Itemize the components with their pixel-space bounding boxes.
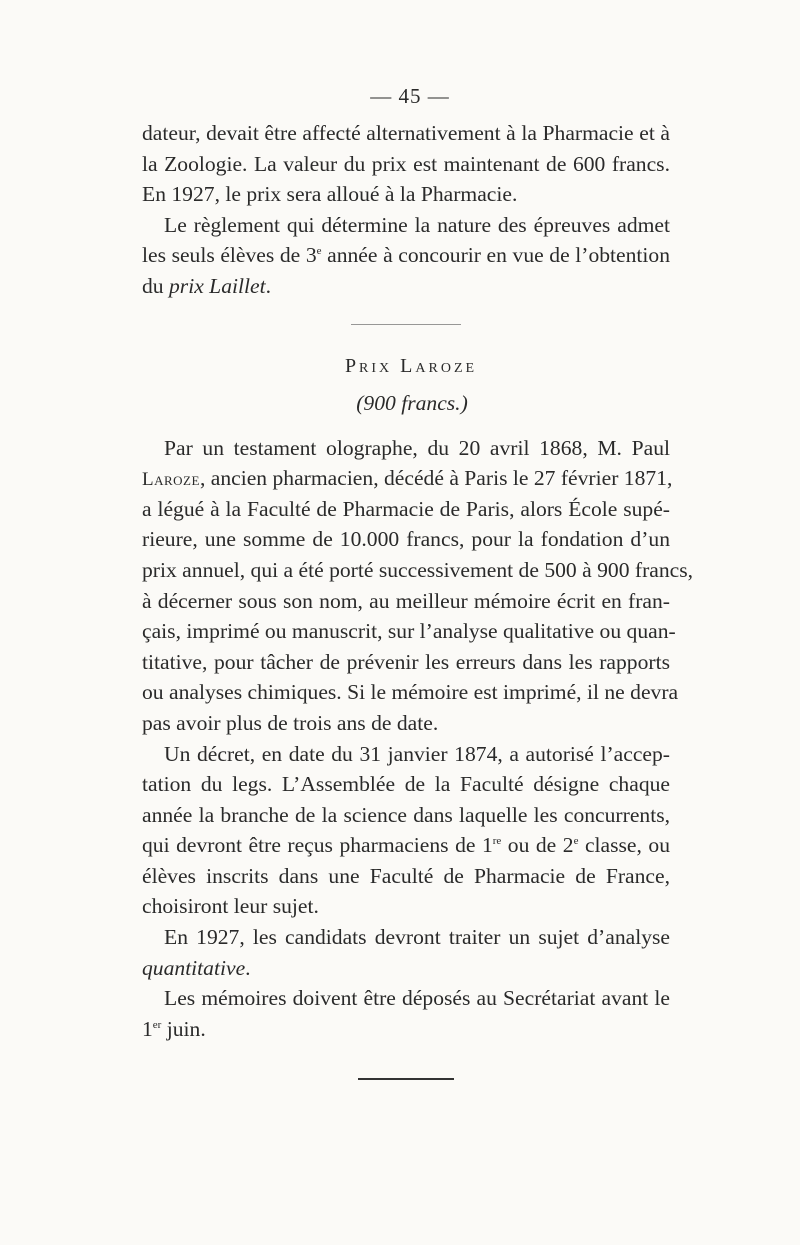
rules-paragraph xyxy=(142,210,670,302)
paragraph xyxy=(142,922,670,983)
text-line: 1er juin. xyxy=(142,1016,206,1041)
text-line: En 1927, le prix sera alloué à la Pharmacie. xyxy=(142,182,518,207)
section-body xyxy=(142,433,694,1045)
text-line: du prix Laillet. xyxy=(142,273,271,298)
end-divider xyxy=(358,1078,454,1080)
section-title: Prix Laroze xyxy=(344,354,478,377)
text-line: rieure, une somme de 10.000 francs, pour la fondation d’un xyxy=(142,527,670,552)
text-line: tation du legs. L’Assemblée de la Faculté désigne chaque xyxy=(142,772,670,797)
text-line: à décerner sous son nom, au meilleur mémoire écrit en fran- xyxy=(142,588,670,613)
text-line: choisiront leur sujet. xyxy=(142,894,319,919)
text-line: année la branche de la science dans laquelle les concurrents, xyxy=(142,802,670,827)
text-line: les seuls élèves de 3e année à concourir en vue de l’obtention xyxy=(142,243,671,268)
text-line: a légué à la Faculté de Pharmacie de Paris, alors École supé- xyxy=(142,496,670,521)
page-number: — 45 — xyxy=(370,84,450,108)
paragraph xyxy=(142,739,670,923)
section-divider xyxy=(351,324,461,325)
paragraph xyxy=(142,983,670,1044)
text-line: élèves inscrits dans une Faculté de Pharmacie de France, xyxy=(142,863,670,888)
intro-paragraph xyxy=(142,118,670,210)
text-line: dateur, devait être affecté alternativement à la Pharmacie et à xyxy=(142,121,670,145)
text-line: çais, imprimé ou manuscrit, sur l’analyse qualitative ou quan- xyxy=(142,619,676,644)
text-line: Les mémoires doivent être déposés au Secrétariat avant le xyxy=(164,986,670,1011)
text-line: titative, pour tâcher de prévenir les erreurs dans les rapports xyxy=(142,649,670,674)
document-page xyxy=(142,84,694,1080)
text-line: la Zoologie. La valeur du prix est maintenant de 600 francs. xyxy=(142,151,670,176)
paragraph xyxy=(142,433,694,739)
text-line: Un décret, en date du 31 janvier 1874, a autorisé l’accep- xyxy=(164,741,670,766)
text-line: Le règlement qui détermine la nature des épreuves admet xyxy=(164,212,670,237)
text-line: pas avoir plus de trois ans de date. xyxy=(142,710,439,735)
text-line: quantitative. xyxy=(142,955,251,980)
text-line: prix annuel, qui a été porté successivement de 500 à 900 francs, xyxy=(142,557,694,582)
section-subtitle: (900 francs.) xyxy=(356,390,468,415)
text-line: Laroze, ancien pharmacien, décédé à Paris le 27 février 1871, xyxy=(142,466,673,491)
text-line: Par un testament olographe, du 20 avril 1868, M. Paul xyxy=(164,435,670,460)
text-line: ou analyses chimiques. Si le mémoire est imprimé, il ne devra xyxy=(142,680,679,705)
text-line: qui devront être reçus pharmaciens de 1re ou de 2e classe, ou xyxy=(142,833,670,858)
text-line: En 1927, les candidats devront traiter un sujet d’analyse xyxy=(164,925,670,950)
